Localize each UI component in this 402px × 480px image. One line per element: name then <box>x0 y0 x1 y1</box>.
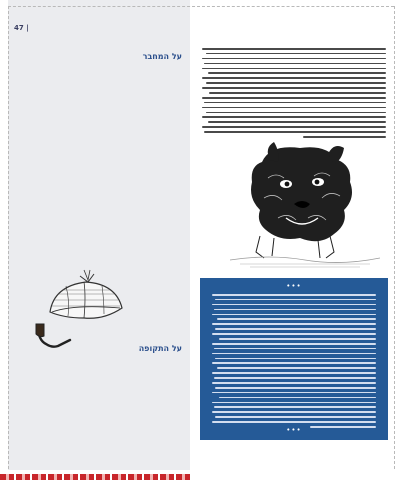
crop-guide-top <box>8 6 394 7</box>
crop-guide-left <box>8 6 9 474</box>
era-paragraph <box>18 356 182 454</box>
section-heading-author: על המחבר <box>142 52 182 61</box>
crop-guide-right <box>394 6 395 474</box>
tobacco-pipe-illustration <box>34 320 74 354</box>
page-number: 47 | <box>14 24 29 32</box>
author-paragraph <box>18 64 182 201</box>
dog-head-illustration <box>230 118 380 268</box>
dog-icon <box>230 118 380 268</box>
highlight-box <box>200 278 388 440</box>
box-bottom-marker: ••• <box>286 426 302 434</box>
section-heading-era: על התקופה <box>138 344 182 353</box>
box-top-marker: ••• <box>286 282 302 290</box>
bottom-color-bar <box>0 474 190 480</box>
author-paragraph-2 <box>18 206 182 265</box>
highlight-box-text <box>212 294 376 431</box>
pipe-icon <box>34 320 74 354</box>
